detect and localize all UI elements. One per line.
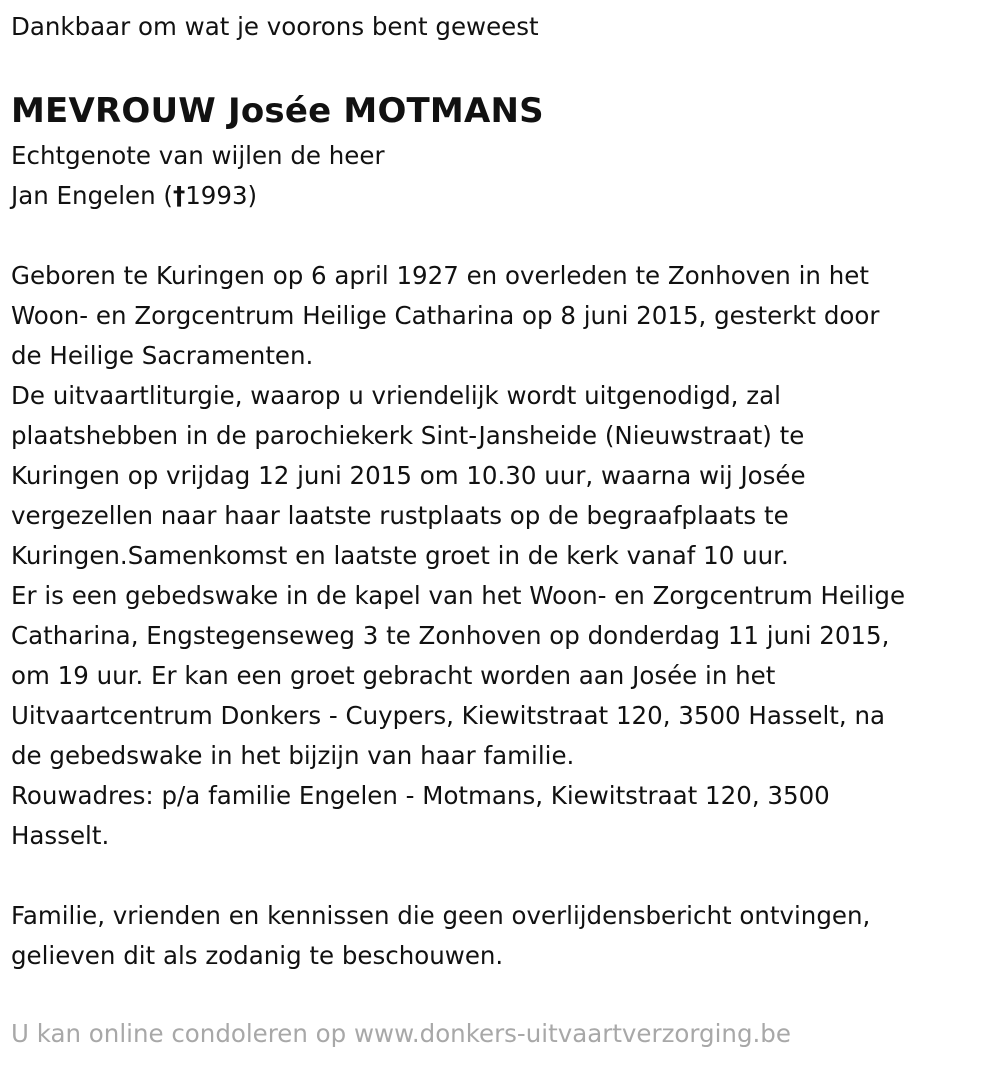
deceased-name: MEVROUW Josée MOTMANS	[11, 91, 544, 131]
body-line: Uitvaartcentrum Donkers - Cuypers, Kiewitstraat 120, 3500 Hasselt, na	[11, 701, 885, 730]
body-line: de Heilige Sacramenten.	[11, 341, 314, 370]
body-line: De uitvaartliturgie, waarop u vriendelijk wordt uitgenodigd, zal	[11, 381, 781, 410]
body-line: vergezellen naar haar laatste rustplaats op de begraafplaats te	[11, 501, 789, 530]
notice-body	[11, 256, 986, 856]
spouse-line-1: Echtgenote van wijlen de heer	[11, 141, 385, 170]
body-line: om 19 uur. Er kan een groet gebracht worden aan Josée in het	[11, 661, 776, 690]
body-line: Geboren te Kuringen op 6 april 1927 en overleden te Zonhoven in het	[11, 261, 869, 290]
body-line: Kuringen.Samenkomst en laatste groet in de kerk vanaf 10 uur.	[11, 541, 789, 570]
body-line: Er is een gebedswake in de kapel van het Woon- en Zorgcentrum Heilige	[11, 581, 906, 610]
online-condolence-note: U kan online condoleren op www.donkers-uitvaartverzorging.be	[11, 1019, 791, 1048]
spouse-name-prefix: Jan Engelen (	[11, 181, 173, 210]
section-spacer	[11, 216, 986, 256]
body-line: de gebedswake in het bijzijn van haar familie.	[11, 741, 575, 770]
closing-line: gelieven dit als zodanig te beschouwen.	[11, 941, 504, 970]
motto: Dankbaar om wat je voorons bent geweest	[11, 12, 539, 41]
body-line: Woon- en Zorgcentrum Heilige Catharina op 8 juni 2015, gesterkt door	[11, 301, 880, 330]
spouse-death-year: 1993)	[185, 181, 258, 210]
closing-note	[11, 896, 986, 976]
body-line: plaatshebben in de parochiekerk Sint-Jansheide (Nieuwstraat) te	[11, 421, 805, 450]
death-notice	[11, 8, 986, 1054]
body-line: Kuringen op vrijdag 12 juni 2015 om 10.30 uur, waarna wij Josée	[11, 461, 806, 490]
body-line: Rouwadres: p/a familie Engelen - Motmans, Kiewitstraat 120, 3500	[11, 781, 830, 810]
body-line: Hasselt.	[11, 821, 110, 850]
body-line: Catharina, Engstegenseweg 3 te Zonhoven op donderdag 11 juni 2015,	[11, 621, 890, 650]
section-spacer	[11, 856, 986, 896]
spouse-line-2	[11, 176, 986, 216]
cross-icon: †	[172, 181, 186, 210]
closing-line: Familie, vrienden en kennissen die geen overlijdensbericht ontvingen,	[11, 901, 871, 930]
